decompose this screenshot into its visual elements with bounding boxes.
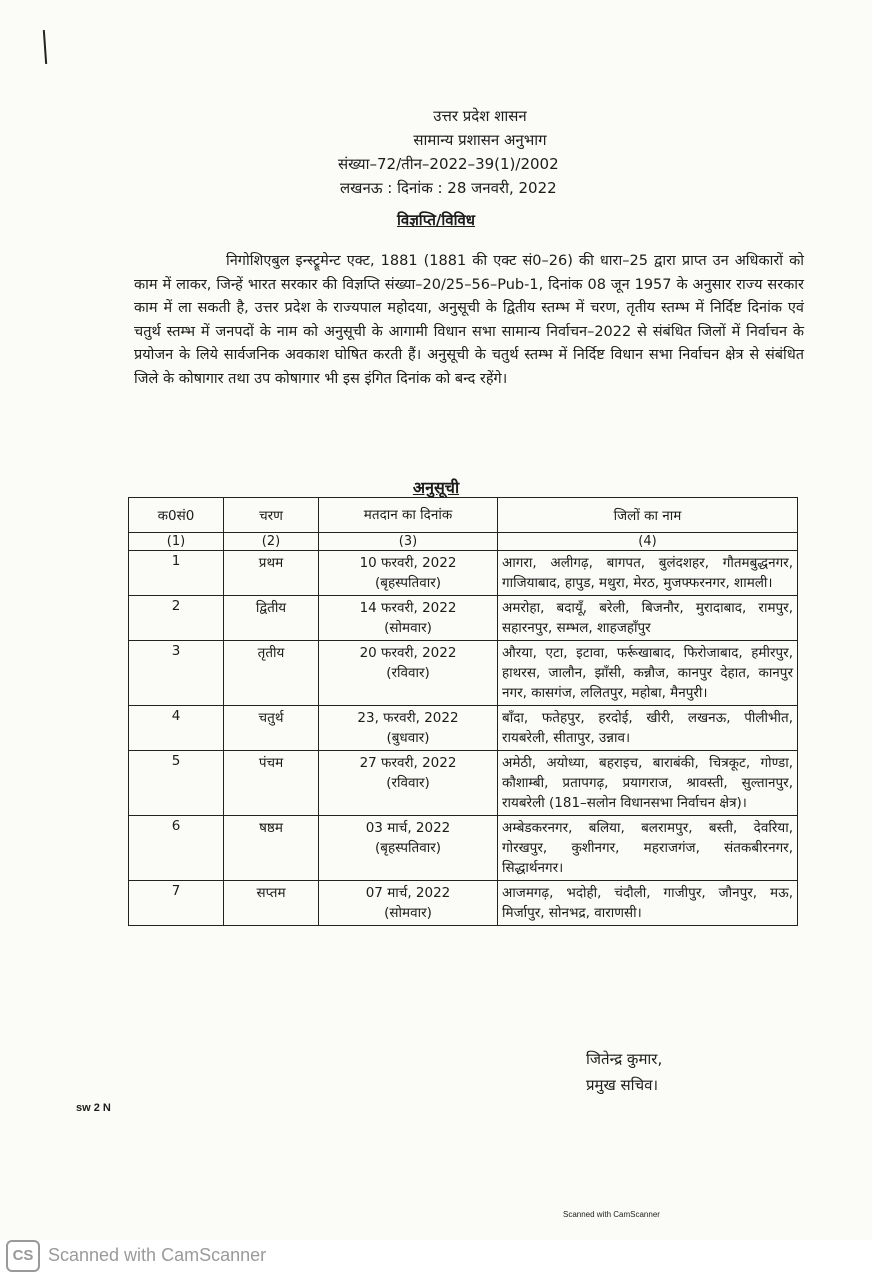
row-date-cell bbox=[319, 706, 498, 751]
row-serial: 2 bbox=[129, 596, 224, 641]
schedule-title: अनुसूची bbox=[412, 478, 460, 497]
row-date: 27 फरवरी, 2022 bbox=[359, 755, 457, 771]
row-date: 07 मार्च, 2022 bbox=[365, 885, 451, 901]
row-date-cell bbox=[319, 881, 498, 926]
table-row bbox=[129, 751, 798, 816]
body-paragraph: निगोशिएबुल इन्स्ट्रूमेन्ट एक्ट, 1881 (1881 की एक्ट सं0–26) की धारा–25 द्वारा प्राप्त उन अधिकारों को काम में लाकर, जिन्हें भारत सरकार की विज्ञप्ति संख्या–20/25–56–Pub-1, दिनांक 08 जून 1957 के अनुसार राज्य सरकार काम में ला सकती है, उत्तर प्रदेश के राज्यपाल महोदया, अनुसूची के द्वितीय स्तम्भ में चरण, तृतीय स्तम्भ में निर्दिष्ट दिनांक एवं चतुर्थ स्तम्भ में जनपदों के नाम को अनुसूची के आगामी विधान सभा सामान्य निर्वाचन–2022 से संबंधित जिलों में निर्वाचन के प्रयोजन के लिये सार्वजनिक अवकाश घोषित करती हैं। अनुसूची के चतुर्थ स्तम्भ में निर्दिष्ट विधान सभा निर्वाचन क्षेत्र से संबंधित जिले के कोषागार तथा उप कोषागार भी इस इंगित दिनांक को बन्द रहेंगे। bbox=[134, 253, 804, 387]
row-phase: तृतीय bbox=[224, 641, 319, 706]
row-phase: षष्ठम bbox=[224, 816, 319, 881]
header-serial: क0सं0 bbox=[129, 498, 224, 533]
row-day: (बृहस्पतिवार) bbox=[374, 840, 442, 856]
row-phase: प्रथम bbox=[224, 551, 319, 596]
column-number-row bbox=[129, 533, 798, 551]
row-districts: आगरा, अलीगढ़, बागपत, बुलंदशहर, गौतमबुद्धनगर, गाजियाबाद, हापुड, मथुरा, मेरठ, मुजफ्फरनगर, शामली। bbox=[498, 551, 798, 596]
table-row bbox=[129, 596, 798, 641]
table-row bbox=[129, 641, 798, 706]
row-date: 10 फरवरी, 2022 bbox=[359, 555, 457, 571]
header-poll-date: मतदान का दिनांक bbox=[319, 498, 498, 533]
row-districts: अम्बेडकरनगर, बलिया, बलरामपुर, बस्ती, देवरिया, गोरखपुर, कुशीनगर, महराजगंज, संतकबीरनगर, सिद्धार्थनगर। bbox=[498, 816, 798, 881]
row-date-cell bbox=[319, 816, 498, 881]
row-phase: सप्तम bbox=[224, 881, 319, 926]
signature-block bbox=[586, 1046, 662, 1098]
row-serial: 1 bbox=[129, 551, 224, 596]
row-date-cell bbox=[319, 751, 498, 816]
row-date: 23, फरवरी, 2022 bbox=[357, 710, 459, 726]
row-phase: पंचम bbox=[224, 751, 319, 816]
row-day: (सोमवार) bbox=[384, 620, 432, 636]
header-date: लखनऊ : दिनांक : 28 जनवरी, 2022 bbox=[340, 179, 557, 197]
header-government: उत्तर प्रदेश शासन bbox=[433, 107, 527, 125]
camscanner-logo-icon: CS bbox=[6, 1240, 40, 1272]
header-districts: जिलों का नाम bbox=[498, 498, 798, 533]
row-serial: 5 bbox=[129, 751, 224, 816]
pen-mark bbox=[43, 30, 47, 64]
row-serial: 7 bbox=[129, 881, 224, 926]
document-header bbox=[300, 104, 660, 200]
row-serial: 3 bbox=[129, 641, 224, 706]
document-code: sw 2 N bbox=[76, 1102, 111, 1114]
header-reference-number: संख्या–72/तीन–2022–39(1)/2002 bbox=[338, 155, 559, 173]
row-districts: आजमगढ़, भदोही, चंदौली, गाजीपुर, जौनपुर, मऊ, मिर्जापुर, सोनभद्र, वाराणसी। bbox=[498, 881, 798, 926]
column-number: (3) bbox=[319, 533, 498, 551]
row-date: 20 फरवरी, 2022 bbox=[359, 645, 457, 661]
header-phase: चरण bbox=[224, 498, 319, 533]
row-day: (बुधवार) bbox=[386, 730, 430, 746]
table-row bbox=[129, 706, 798, 751]
row-day: (सोमवार) bbox=[384, 905, 432, 921]
table-row bbox=[129, 881, 798, 926]
column-number: (4) bbox=[498, 533, 798, 551]
row-day: (रविवार) bbox=[386, 775, 430, 791]
row-date-cell bbox=[319, 641, 498, 706]
header-department: सामान्य प्रशासन अनुभाग bbox=[413, 131, 547, 149]
row-districts: औरया, एटा, इटावा, फर्रूखाबाद, फिरोजाबाद, हमीरपुर, हाथरस, जालौन, झाँसी, कन्नौज, कानपुर देहात, कानपुर नगर, कासगंज, ललितपुर, महोबा, मैनपुरी। bbox=[498, 641, 798, 706]
signatory-designation: प्रमुख सचिव। bbox=[586, 1076, 659, 1094]
row-serial: 6 bbox=[129, 816, 224, 881]
row-day: (रविवार) bbox=[386, 665, 430, 681]
column-number: (2) bbox=[224, 533, 319, 551]
row-serial: 4 bbox=[129, 706, 224, 751]
row-districts: अमेठी, अयोध्या, बहराइच, बाराबंकी, चित्रकूट, गोण्डा, कौशाम्बी, प्रतापगढ़, प्रयागराज, श्रावस्ती, सुल्तानपुर, रायबरेली (181–सलोन विधानसभा निर्वाचन क्षेत्र)। bbox=[498, 751, 798, 816]
table-row bbox=[129, 816, 798, 881]
document-title: विज्ञप्ति/विविध bbox=[396, 211, 476, 229]
row-date-cell bbox=[319, 551, 498, 596]
column-number: (1) bbox=[129, 533, 224, 551]
row-districts: बाँदा, फतेहपुर, हरदोई, खीरी, लखनऊ, पीलीभीत, रायबरेली, सीतापुर, उन्नाव। bbox=[498, 706, 798, 751]
row-districts: अमरोहा, बदायूँ, बरेली, बिजनौर, मुरादाबाद, रामपुर, सहारनपुर, सम्भल, शाहजहाँपुर bbox=[498, 596, 798, 641]
row-phase: द्वितीय bbox=[224, 596, 319, 641]
schedule-table bbox=[128, 497, 798, 926]
row-day: (बृहस्पतिवार) bbox=[374, 575, 442, 591]
row-phase: चतुर्थ bbox=[224, 706, 319, 751]
scanner-watermark-small: Scanned with CamScanner bbox=[563, 1210, 660, 1219]
row-date: 03 मार्च, 2022 bbox=[365, 820, 451, 836]
row-date-cell bbox=[319, 596, 498, 641]
row-date: 14 फरवरी, 2022 bbox=[359, 600, 457, 616]
table-row bbox=[129, 551, 798, 596]
scanner-watermark: Scanned with CamScanner bbox=[48, 1245, 267, 1265]
signatory-name: जितेन्द्र कुमार, bbox=[586, 1050, 663, 1068]
table-header-row bbox=[129, 498, 798, 533]
